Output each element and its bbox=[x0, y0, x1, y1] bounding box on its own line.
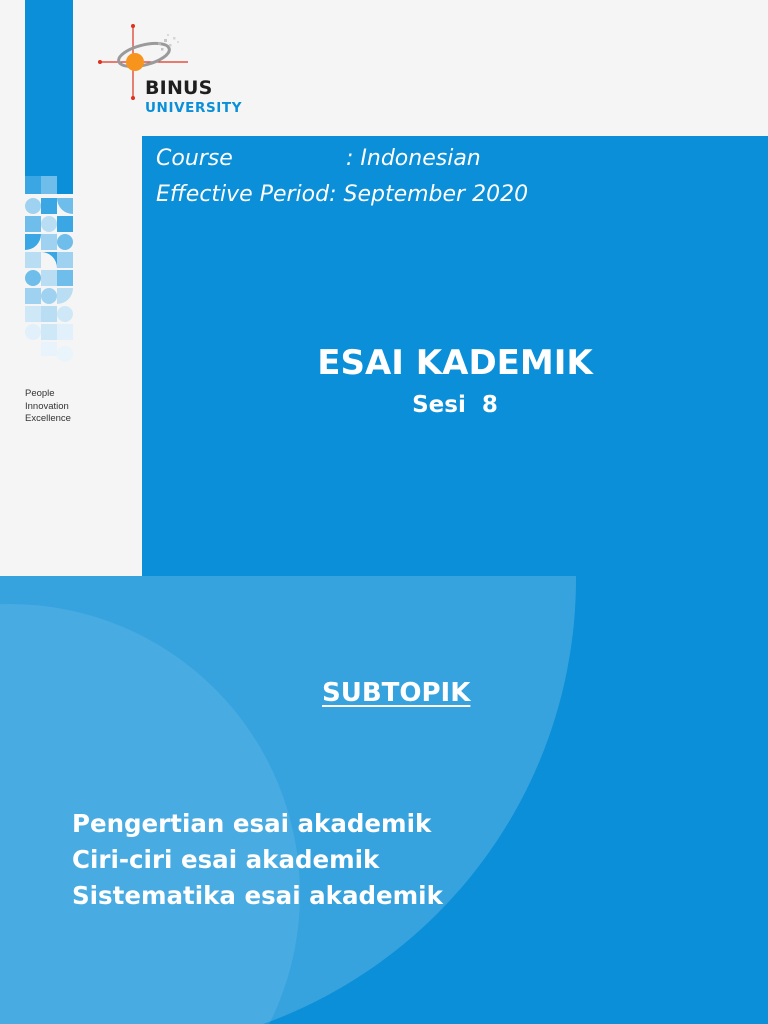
strip-solid-band bbox=[25, 0, 73, 176]
period-value: September 2020 bbox=[343, 182, 529, 207]
slide-title: ESAI KADEMIK bbox=[317, 343, 593, 383]
session-number: Sesi 8 bbox=[412, 392, 498, 418]
brand-tagline bbox=[25, 388, 71, 426]
course-info-row bbox=[156, 146, 481, 171]
course-value: : Indonesian bbox=[346, 146, 481, 171]
list-item: Sistematika esai akademik bbox=[72, 881, 443, 910]
list-item: Pengertian esai akademik bbox=[72, 809, 432, 838]
period-label: Effective Period: bbox=[156, 182, 337, 207]
course-label: Course bbox=[156, 146, 233, 171]
decorative-side-strip bbox=[25, 0, 73, 370]
logo-wordmark-university: UNIVERSITY bbox=[145, 100, 243, 116]
subtopic-heading: SUBTOPIK bbox=[322, 678, 471, 708]
tagline-innovation: Innovation bbox=[25, 400, 69, 412]
logo-wordmark-binus: BINUS bbox=[145, 77, 213, 99]
subtopic-slide bbox=[0, 576, 768, 1024]
period-info-row bbox=[156, 182, 528, 207]
tagline-excellence: Excellence bbox=[25, 413, 71, 424]
title-panel bbox=[142, 136, 768, 576]
strip-mosaic-pattern bbox=[25, 176, 73, 370]
list-item: Ciri-ciri esai akademik bbox=[72, 845, 380, 874]
subtopic-list bbox=[72, 806, 443, 914]
binus-logo bbox=[98, 22, 258, 118]
tagline-people: People bbox=[25, 388, 55, 399]
